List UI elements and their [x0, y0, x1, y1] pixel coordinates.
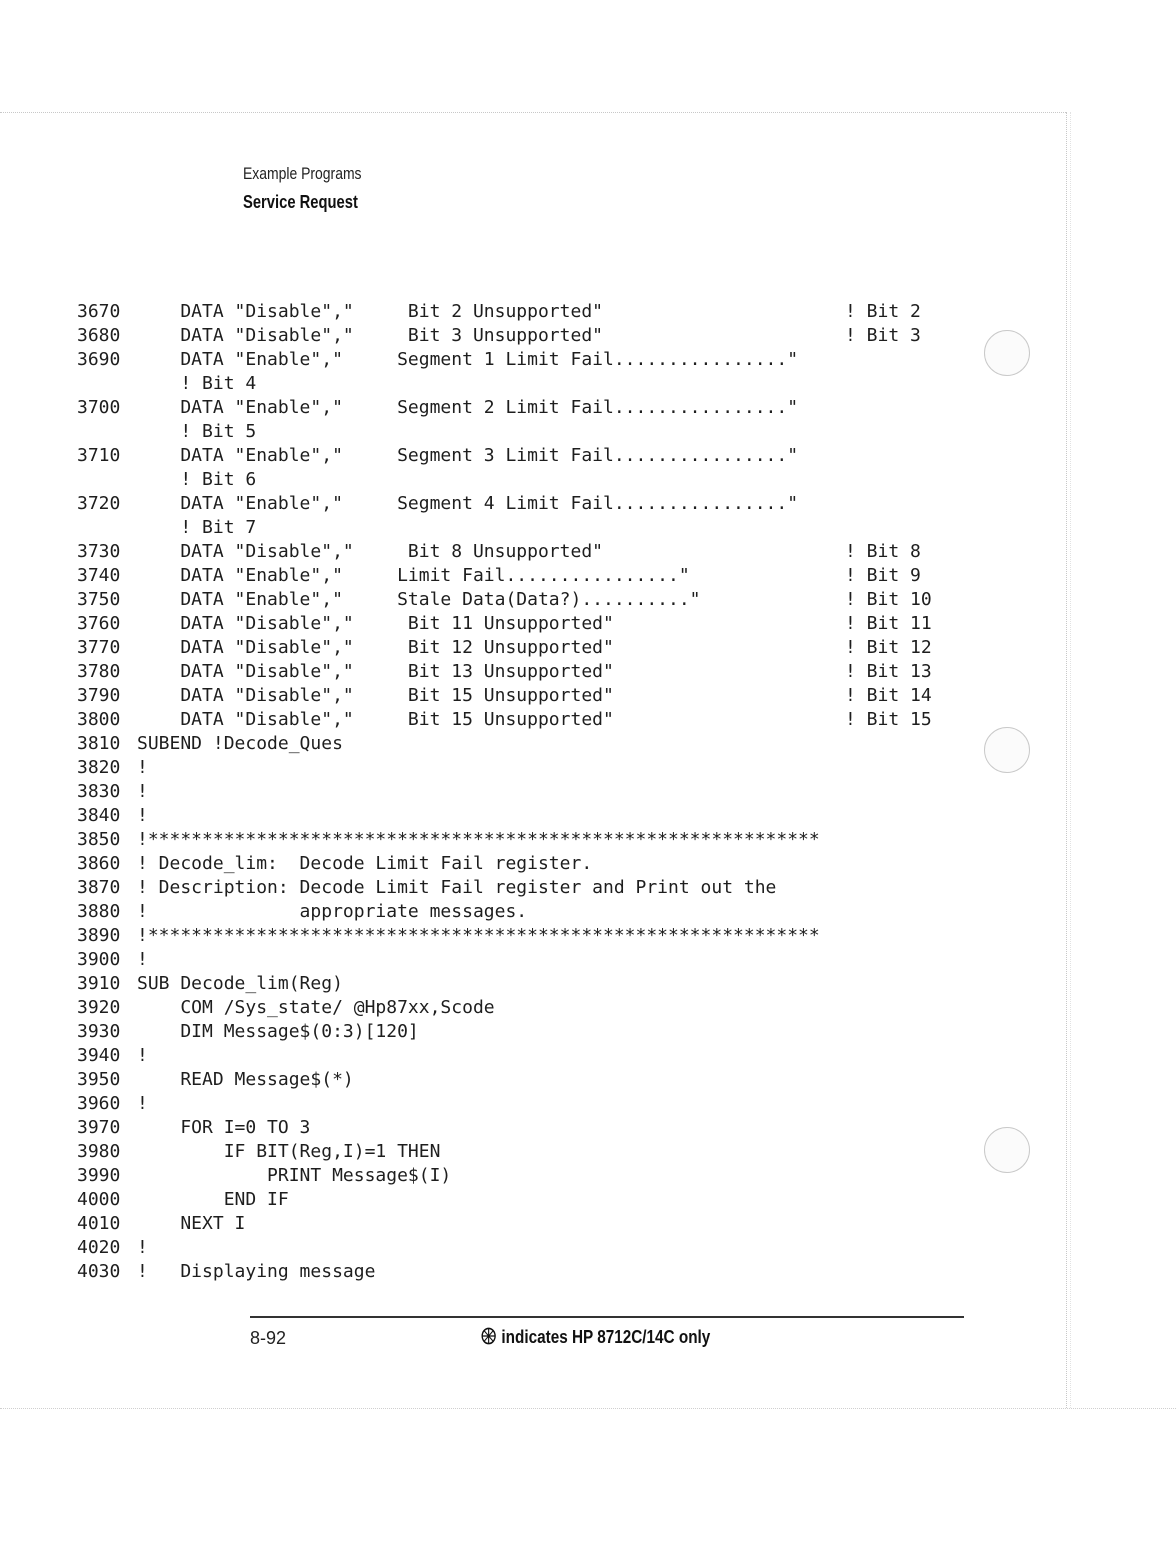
- code-line: [0, 828, 1060, 852]
- code-text: !**************************************************************: [137, 925, 820, 946]
- line-number: 3940: [77, 1045, 121, 1066]
- code-line: [0, 348, 1060, 372]
- line-number: 3900: [77, 949, 121, 970]
- code-line: [0, 444, 1060, 468]
- line-number: 3860: [77, 853, 121, 874]
- line-number: 4030: [77, 1261, 121, 1282]
- code-text: !: [137, 1237, 148, 1258]
- code-text: DATA "Enable"," Stale Data(Data?)..........": [137, 589, 701, 610]
- code-line: [0, 1212, 1060, 1236]
- code-line: [0, 636, 1060, 660]
- line-number: 3870: [77, 877, 121, 898]
- code-text: SUB Decode_lim(Reg): [137, 973, 343, 994]
- code-text: ! Displaying message: [137, 1261, 376, 1282]
- code-text: !: [137, 757, 148, 778]
- code-text: DATA "Disable"," Bit 15 Unsupported": [137, 709, 614, 730]
- line-number: 3750: [77, 589, 121, 610]
- bit-comment: ! Bit 13: [845, 661, 932, 682]
- line-number: 3960: [77, 1093, 121, 1114]
- line-number: 3980: [77, 1141, 121, 1162]
- code-text: !: [137, 781, 148, 802]
- code-text: SUBEND !Decode_Ques: [137, 733, 343, 754]
- line-number: 3690: [77, 349, 121, 370]
- line-number: 4000: [77, 1189, 121, 1210]
- bit-comment: ! Bit 11: [845, 613, 932, 634]
- line-number: 3990: [77, 1165, 121, 1186]
- code-line: [0, 372, 1060, 396]
- bit-comment: ! Bit 14: [845, 685, 932, 706]
- line-number: 3730: [77, 541, 121, 562]
- code-text: ! Bit 5: [137, 421, 257, 442]
- code-line: [0, 1260, 1060, 1284]
- code-text: !: [137, 1045, 148, 1066]
- bit-comment: ! Bit 9: [845, 565, 921, 586]
- code-text: DATA "Enable"," Limit Fail................": [137, 565, 690, 586]
- line-number: 3830: [77, 781, 121, 802]
- line-number: 3680: [77, 325, 121, 346]
- page-edge-right-shadow: [1070, 112, 1071, 1408]
- code-line: [0, 1044, 1060, 1068]
- line-number: 3700: [77, 397, 121, 418]
- header-section-label: Example Programs: [243, 164, 362, 183]
- code-text: DATA "Disable"," Bit 2 Unsupported": [137, 301, 603, 322]
- code-line: [0, 564, 1060, 588]
- line-number: 3780: [77, 661, 121, 682]
- bit-comment: ! Bit 8: [845, 541, 921, 562]
- code-text: DATA "Disable"," Bit 11 Unsupported": [137, 613, 614, 634]
- code-line: [0, 1020, 1060, 1044]
- footer-note-text: indicates HP 8712C/14C only: [501, 1327, 711, 1347]
- code-line: [0, 972, 1060, 996]
- code-line: [0, 756, 1060, 780]
- code-text: ! Description: Decode Limit Fail register and Print out the: [137, 877, 777, 898]
- code-text: DATA "Disable"," Bit 13 Unsupported": [137, 661, 614, 682]
- page-edge-bottom: [0, 1408, 1176, 1409]
- code-line: [0, 876, 1060, 900]
- code-text: READ Message$(*): [137, 1069, 354, 1090]
- code-line: [0, 324, 1060, 348]
- code-text: DATA "Enable"," Segment 1 Limit Fail................": [137, 349, 799, 370]
- code-line: [0, 780, 1060, 804]
- code-text: ! Bit 4: [137, 373, 257, 394]
- code-line: [0, 516, 1060, 540]
- line-number: 3670: [77, 301, 121, 322]
- bit-comment: ! Bit 3: [845, 325, 921, 346]
- code-line: [0, 1140, 1060, 1164]
- code-line: [0, 1188, 1060, 1212]
- line-number: 3840: [77, 805, 121, 826]
- code-text: NEXT I: [137, 1213, 246, 1234]
- code-text: DATA "Enable"," Segment 2 Limit Fail................": [137, 397, 799, 418]
- line-number: 3740: [77, 565, 121, 586]
- code-line: [0, 300, 1060, 324]
- code-line: [0, 900, 1060, 924]
- page-edge-right: [1066, 112, 1067, 1408]
- line-number: 3710: [77, 445, 121, 466]
- code-text: !: [137, 1093, 148, 1114]
- code-line: [0, 1236, 1060, 1260]
- line-number: 3970: [77, 1117, 121, 1138]
- line-number: 4010: [77, 1213, 121, 1234]
- code-text: DATA "Disable"," Bit 3 Unsupported": [137, 325, 603, 346]
- code-line: [0, 684, 1060, 708]
- code-line: [0, 612, 1060, 636]
- bit-comment: ! Bit 15: [845, 709, 932, 730]
- code-line: [0, 468, 1060, 492]
- line-number: 3890: [77, 925, 121, 946]
- line-number: 3950: [77, 1069, 121, 1090]
- hp-8712c-14c-symbol-icon: [481, 1327, 496, 1350]
- code-text: PRINT Message$(I): [137, 1165, 452, 1186]
- code-text: ! Decode_lim: Decode Limit Fail register.: [137, 853, 593, 874]
- code-line: [0, 660, 1060, 684]
- line-number: 3880: [77, 901, 121, 922]
- header-title: Service Request: [243, 192, 358, 212]
- code-text: DIM Message$(0:3)[120]: [137, 1021, 419, 1042]
- page-edge-top: [0, 112, 1066, 113]
- code-line: [0, 852, 1060, 876]
- code-line: [0, 948, 1060, 972]
- code-text: DATA "Disable"," Bit 12 Unsupported": [137, 637, 614, 658]
- code-text: ! Bit 7: [137, 517, 257, 538]
- bit-comment: ! Bit 2: [845, 301, 921, 322]
- code-line: [0, 1068, 1060, 1092]
- line-number: 3790: [77, 685, 121, 706]
- code-text: COM /Sys_state/ @Hp87xx,Scode: [137, 997, 495, 1018]
- code-line: [0, 540, 1060, 564]
- code-line: [0, 420, 1060, 444]
- code-line: [0, 924, 1060, 948]
- code-text: DATA "Disable"," Bit 15 Unsupported": [137, 685, 614, 706]
- code-text: !**************************************************************: [137, 829, 820, 850]
- code-text: DATA "Disable"," Bit 8 Unsupported": [137, 541, 603, 562]
- code-text: ! appropriate messages.: [137, 901, 528, 922]
- line-number: 3820: [77, 757, 121, 778]
- code-text: DATA "Enable"," Segment 4 Limit Fail................": [137, 493, 799, 514]
- code-line: [0, 708, 1060, 732]
- line-number: 3760: [77, 613, 121, 634]
- code-line: [0, 1164, 1060, 1188]
- line-number: 3920: [77, 997, 121, 1018]
- page-number: 8-92: [250, 1328, 287, 1348]
- code-line: [0, 804, 1060, 828]
- code-text: IF BIT(Reg,I)=1 THEN: [137, 1141, 441, 1162]
- code-line: [0, 732, 1060, 756]
- code-line: [0, 1092, 1060, 1116]
- code-text: ! Bit 6: [137, 469, 257, 490]
- line-number: 3800: [77, 709, 121, 730]
- line-number: 3930: [77, 1021, 121, 1042]
- bit-comment: ! Bit 12: [845, 637, 932, 658]
- line-number: 3810: [77, 733, 121, 754]
- bit-comment: ! Bit 10: [845, 589, 932, 610]
- footer-rule: [250, 1316, 964, 1318]
- code-line: [0, 396, 1060, 420]
- code-text: !: [137, 805, 148, 826]
- code-text: DATA "Enable"," Segment 3 Limit Fail................": [137, 445, 799, 466]
- code-line: [0, 996, 1060, 1020]
- code-line: [0, 588, 1060, 612]
- line-number: 3720: [77, 493, 121, 514]
- code-text: FOR I=0 TO 3: [137, 1117, 311, 1138]
- code-text: END IF: [137, 1189, 289, 1210]
- line-number: 3770: [77, 637, 121, 658]
- footer-note: [481, 1327, 710, 1350]
- line-number: 3850: [77, 829, 121, 850]
- code-text: !: [137, 949, 148, 970]
- line-number: 4020: [77, 1237, 121, 1258]
- line-number: 3910: [77, 973, 121, 994]
- code-line: [0, 1116, 1060, 1140]
- code-line: [0, 492, 1060, 516]
